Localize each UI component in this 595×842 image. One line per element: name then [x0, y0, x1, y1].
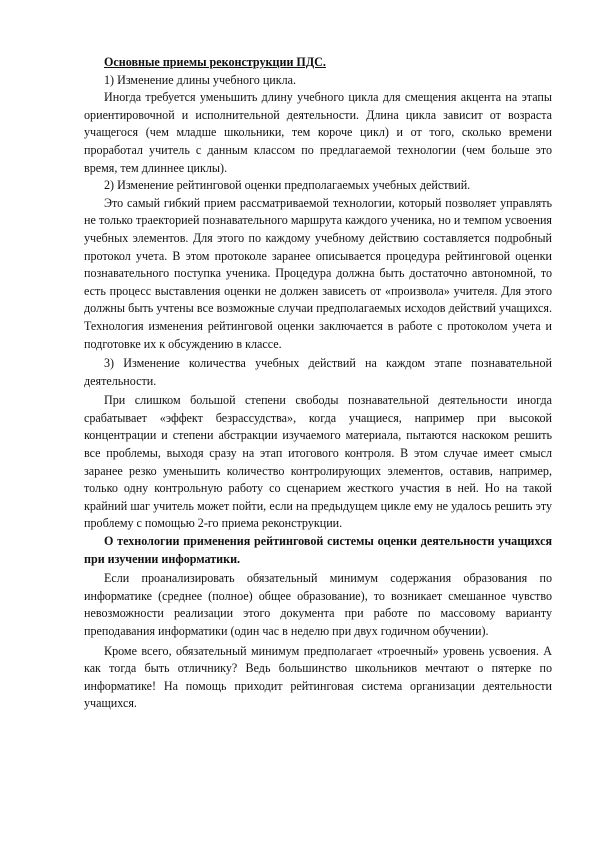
body-paragraph: Кроме всего, обязательный минимум предполагает «троечный» уровень усвоения. А как тогда быть отличнику? Ведь большинство школьников мечтают о пятерке по информатике! На помощь приходит рейтинговая система организации деятельности учащихся.: [84, 643, 552, 711]
body-paragraph: Если проанализировать обязательный минимум содержания образования по информатике (среднее (полное) общее образование), то возникает смешанное чувство невозможности реализации этого документа при работе по массовому варианту преподавания информатики (один час в неделю при двух годичном обучении).: [84, 571, 552, 638]
section-heading: Основные приемы реконструкции ПДС.: [104, 55, 326, 69]
body-paragraph: При слишком большой степени свободы познавательной деятельности иногда срабатывает «эффект безрассудства», когда учащиеся, например при высокой концентрации и степени абстракции изучаемого материала, пытаются наскоком решить все проблемы, выходя сразу на этап итогового контроля. В этом случае имеет смысл заранее резко уменьшить количество контролирующих элементов, оставив, например, только одну контрольную работу со сценарием жесткого участия в ней. Но на такой крайний шаг учитель может пойти, если на предыдущем цикле ему не удалось решить эту проблему с помощью 2-го приема реконструкции.: [84, 393, 552, 531]
list-item-heading: 1) Изменение длины учебного цикла.: [104, 72, 297, 87]
list-item-heading: 2) Изменение рейтинговой оценки предполагаемых учебных действий.: [104, 178, 471, 193]
document-page: [84, 54, 552, 713]
body-paragraph: Это самый гибкий прием рассматриваемой технологии, который позволяет управлять не только траекторией познавательного маршрута каждого ученика, но и темпом усвоения учебных элементов. Для этого по каждому учебному действию составляется подробный протокол учета. В этом протоколе заранее описывается процедура рейтинговой оценки познавательного поступка ученика. Процедура должна быть достаточно автономной, то есть процесс выставления оценки не должен зависеть от «произвола» учителя. Для этого должны быть учтены все возможные случаи предполагаемых исходов действий учащихся. Технология изменения рейтинговой оценки заключается в работе с протоколом учета и подготовке их к обсуждению в классе.: [84, 195, 552, 351]
section-heading: О технологии применения рейтинговой системы оценки деятельности учащихся при изучении информатики.: [84, 534, 552, 566]
list-item-heading: 3) Изменение количества учебных действий на каждом этапе познавательной деятельности.: [84, 356, 552, 388]
body-paragraph: Иногда требуется уменьшить длину учебного цикла для смещения акцента на этапы ориентировочной и исполнительной деятельности. Длина цикла зависит от возраста учащегося (чем младше школьники, тем короче цикл) и от того, сколько времени проработал учитель с данным классом по предлагаемой технологии (чем больше это время, тем длиннее циклы).: [84, 90, 552, 175]
